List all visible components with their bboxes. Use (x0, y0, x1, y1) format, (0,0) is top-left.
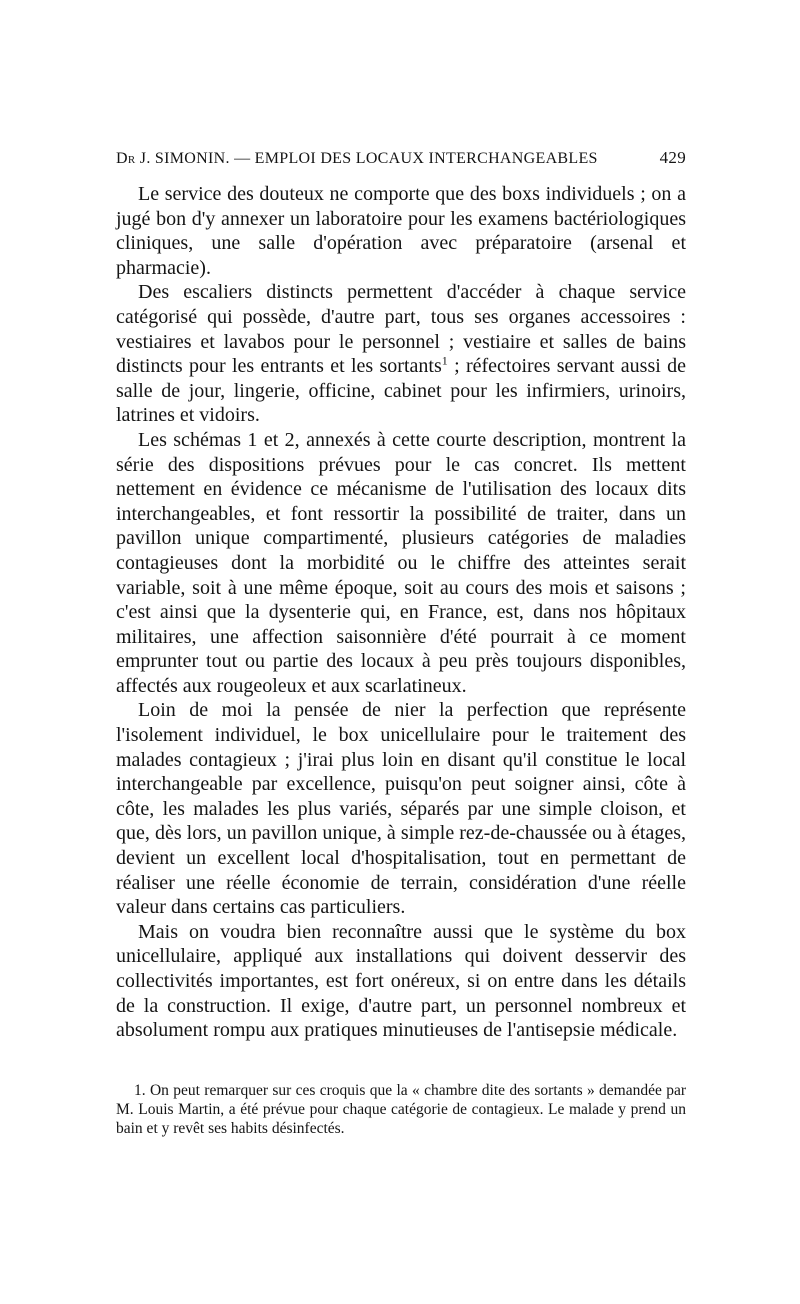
footnote-text: On peut remarquer sur ces croquis que la « chambre dite des sortants » demandée par M. Louis Martin, a été prévue pour chaque catégorie de contagieux. Le malade y prend un bain et y revêt ses habits désinfectés. (116, 1081, 687, 1137)
footnote-1 (116, 1081, 686, 1138)
footnote-reference: 1 (441, 353, 448, 368)
footnotes (116, 1081, 686, 1138)
document-page (116, 148, 686, 1138)
paragraph-1: Le service des douteux ne comporte que des boxs individuels ; on a jugé bon d'y annexer un laboratoire pour les examens bactériologiques cliniques, une salle d'opération avec préparatoire (arsenal et pharmacie). (116, 183, 686, 279)
footnote-number: 1. (134, 1081, 146, 1099)
running-header (116, 148, 686, 176)
paragraph-3: Les schémas 1 et 2, annexés à cette courte description, montrent la série des dispositions prévues pour le cas concret. Ils mettent nettement en évidence ce mécanisme de l'utilisation des locaux dits interchangeables, et font ressortir la possibilité de traiter, dans un pavillon unique compartimenté, plusieurs catégories de maladies contagieuses dont la morbidité ou le chiffre des atteintes serait variable, soit à une même époque, soit au cours des mois et saisons ; c'est ainsi que la dysenterie qui, en France, est, dans nos hôpitaux militaires, une affection saisonnière d'été pourrait à ce moment emprunter tout ou partie des locaux à peu près toujours disponibles, affectés aux rougeoleux et aux scarlatineux. (116, 428, 686, 697)
paragraph-4: Loin de moi la pensée de nier la perfection que représente l'isolement individuel, le box unicellulaire pour le traitement des malades contagieux ; j'irai plus loin en disant qu'il constitue le local interchangeable par excellence, puisqu'on peut soigner ainsi, côte à côte, les malades les plus variés, séparés par une simple cloison, et que, dès lors, un pavillon unique, à simple rez-de-chaussée ou à étages, devient un excellent local d'hospitalisation, tout en permettant de réaliser une réelle économie de terrain, considération d'une réelle valeur dans certains cas particuliers. (116, 699, 686, 919)
paragraph-2 (116, 280, 686, 428)
page-number: 429 (659, 148, 686, 167)
paragraph-5: Mais on voudra bien reconnaître aussi que le système du box unicellulaire, appliqué aux installations qui doivent desservir des collectivités importantes, est fort onéreux, si on entre dans les détails de la construction. Il exige, d'autre part, un personnel nombreux et absolument rompu aux pratiques minutieuses de l'antisepsie médicale. (116, 920, 686, 1042)
running-title: Dr J. SIMONIN. — EMPLOI DES LOCAUX INTERCHANGEABLES (116, 150, 598, 167)
paragraph-2-text: Des escaliers distincts permettent d'accéder à chaque service catégorisé qui possède, d'autre part, tous ses organes accessoires : vestiaires et lavabos pour le personnel ; vestiaire et salles de bains distincts pour les entrants et les sortants (116, 281, 686, 378)
body-text (116, 182, 686, 1043)
paragraph-2-tail: ; réfectoires servant aussi de salle de jour, lingerie, officine, cabinet pour les infirmiers, urinoirs, latrines et vidoirs. (116, 355, 686, 427)
